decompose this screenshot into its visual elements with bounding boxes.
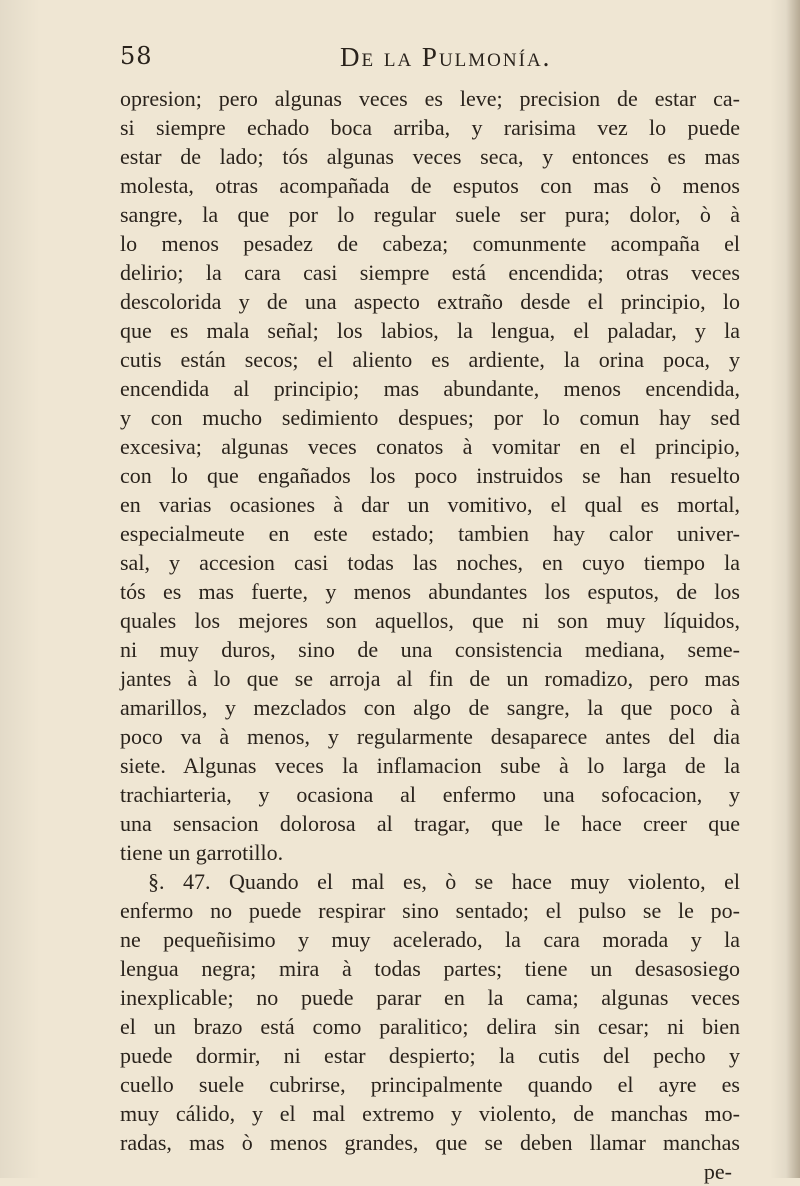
page-header [120,42,760,82]
text-line: estar de lado; tós algunas veces seca, y entonces es mas [120,144,740,169]
text-line: lengua negra; mira à todas partes; tiene un desasosiego [120,956,740,981]
text-line: que es mala señal; los labios, la lengua, el paladar, y la [120,318,740,343]
text-line: enfermo no puede respirar sino sentado; el pulso se le po- [120,898,740,923]
text-line: puede dormir, ni estar despierto; la cutis del pecho y [120,1043,740,1068]
text-line: jantes à lo que se arroja al fin de un romadizo, pero mas [120,666,740,691]
text-line: descolorida y de una aspecto extraño desde el principio, lo [120,289,740,314]
text-line: especialmeute en este estado; tambien hay calor univer- [120,521,740,546]
text-line: sangre, la que por lo regular suele ser pura; dolor, ò à [120,202,740,227]
text-line: y con mucho sedimiento despues; por lo comun hay sed [120,405,740,430]
text-line: cuello suele cubrirse, principalmente quando el ayre es [120,1072,740,1097]
text-line: quales los mejores son aquellos, que ni son muy líquidos, [120,608,740,633]
text-line: poco va à menos, y regularmente desaparece antes del dia [120,724,740,749]
text-line: una sensacion dolorosa al tragar, que le hace creer que [120,811,740,836]
text-line: amarillos, y mezclados con algo de sangre, la que poco à [120,695,740,720]
catchword: pe- [703,1159,732,1184]
text-line: muy cálido, y el mal extremo y violento, de manchas mo- [120,1101,740,1126]
text-line: siete. Algunas veces la inflamacion sube à lo larga de la [120,753,740,778]
text-line: si siempre echado boca arriba, y rarisima vez lo puede [120,115,740,140]
text-line: ni muy duros, sino de una consistencia mediana, seme- [120,637,740,662]
text-line: encendida al principio; mas abundante, menos encendida, [120,376,740,401]
text-line: lo menos pesadez de cabeza; comunmente acompaña el [120,231,740,256]
text-line: cutis están secos; el aliento es ardiente, la orina poca, y [120,347,740,372]
text-line: molesta, otras acompañada de esputos con mas ò menos [120,173,740,198]
text-line: el un brazo está como paralitico; delira sin cesar; ni bien [120,1014,740,1039]
text-line: en varias ocasiones à dar un vomitivo, el qual es mortal, [120,492,740,517]
text-line: opresion; pero algunas veces es leve; precision de estar ca- [120,86,740,111]
text-line: inexplicable; no puede parar en la cama; algunas veces [120,985,740,1010]
body-text [120,84,740,1186]
section-start-line: §. 47. Quando el mal es, ò se hace muy violento, el [148,869,740,894]
text-line: ne pequeñisimo y muy acelerado, la cara morada y la [120,927,740,952]
running-title: De la Pulmonía. [340,42,552,72]
text-line: tós es mas fuerte, y menos abundantes los esputos, de los [120,579,740,604]
text-line: con lo que engañados los poco instruidos se han resuelto [120,463,740,488]
text-line: radas, mas ò menos grandes, que se deben llamar manchas [120,1130,740,1155]
text-line: trachiarteria, y ocasiona al enfermo una sofocacion, y [120,782,740,807]
page-number: 58 [120,42,153,70]
paragraph-end-line: tiene un garrotillo. [120,840,284,865]
text-line: delirio; la cara casi siempre está encendida; otras veces [120,260,740,285]
page-edge-shadow [786,0,800,1178]
text-line: excesiva; algunas veces conatos à vomitar en el principio, [120,434,740,459]
text-line: sal, y accesion casi todas las noches, en cuyo tiempo la [120,550,740,575]
